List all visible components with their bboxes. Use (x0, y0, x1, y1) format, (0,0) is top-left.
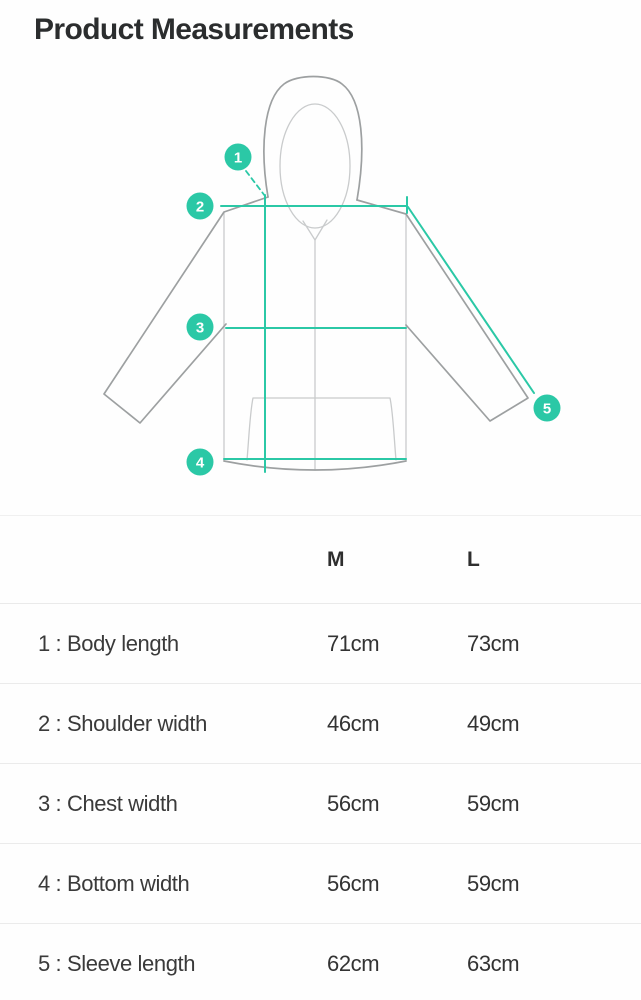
measurement-marker-1 (225, 144, 252, 171)
table-row-chest-width (0, 764, 641, 844)
measurement-marker-2 (187, 193, 214, 220)
row-label: 2 : Shoulder width (38, 710, 207, 736)
marker-3-number: 3 (195, 319, 205, 337)
kangaroo-pocket-outline (247, 398, 396, 460)
measurement-lines (221, 171, 534, 472)
table-row-shoulder-width (0, 684, 641, 764)
row-label: 3 : Chest width (38, 790, 178, 816)
row-label: 5 : Sleeve length (38, 950, 196, 976)
left-shoulder-sleeve-outline (104, 197, 268, 423)
marker-5-number: 5 (542, 400, 552, 418)
measurement-marker-5 (534, 395, 561, 422)
value-l: 73cm (467, 630, 520, 656)
hood-opening-oval (280, 104, 350, 228)
measurement-marker-4 (187, 449, 214, 476)
value-m: 56cm (327, 790, 380, 816)
marker-4-number: 4 (195, 454, 205, 472)
value-l: 59cm (467, 790, 520, 816)
marker1-pointer-line (246, 171, 265, 196)
marker-1-number: 1 (233, 149, 243, 167)
hood-drawstring-v (303, 220, 327, 240)
measurement-marker-3 (187, 314, 214, 341)
table-row-sleeve-length (0, 924, 641, 1000)
value-m: 56cm (327, 870, 380, 896)
measurements-table (0, 515, 641, 1000)
column-header-l: L (467, 547, 480, 571)
column-header-m: M (327, 547, 345, 571)
page-title: Product Measurements (34, 13, 354, 46)
row-label: 1 : Body length (38, 630, 179, 656)
table-row-bottom-width (0, 844, 641, 924)
row-label: 4 : Bottom width (38, 870, 190, 896)
value-m: 46cm (327, 710, 380, 736)
shoulder-width-line (221, 197, 407, 213)
jacket-outline (104, 77, 528, 471)
table-header-row (0, 515, 641, 604)
hood-outline (264, 77, 362, 201)
value-l: 49cm (467, 710, 520, 736)
value-m: 62cm (327, 950, 380, 976)
value-m: 71cm (327, 630, 380, 656)
sleeve-length-line (408, 207, 534, 393)
value-l: 63cm (467, 950, 520, 976)
table-row-body-length (0, 604, 641, 684)
marker-2-number: 2 (195, 198, 205, 216)
value-l: 59cm (467, 870, 520, 896)
right-shoulder-sleeve-outline (357, 200, 528, 421)
